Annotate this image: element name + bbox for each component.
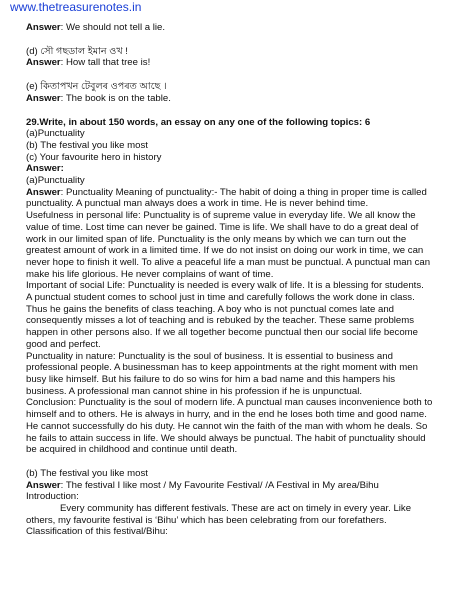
answer-topic: (b) The festival you like most: [26, 467, 148, 479]
document-content: [26, 22, 466, 538]
site-url-link[interactable]: www.thetreasurenotes.in: [10, 0, 142, 14]
question-d: (d) সৌ গছডাল ইমান ওখ !: [26, 45, 128, 57]
answer-label: Answer: [26, 22, 61, 33]
essay-line: himself and to others. He is always in hurry, and in the end he loses both time and good name.: [26, 409, 427, 421]
question-e: (e) কিতাপখন টেবুলৰ ওপৰত আছে ।: [26, 81, 167, 93]
essay-line: make his life glorious. He never complains of want of time.: [26, 268, 274, 280]
essay-line: greatest amount of work in a limited time. If we do not insist on doing our work in time, we can: [26, 245, 424, 257]
question-option: (c) Your favourite hero in history: [26, 151, 162, 163]
section-heading: Introduction:: [26, 491, 79, 503]
answer-text: : How tall that tree is!: [60, 57, 151, 69]
answer-label: Answer: [26, 92, 61, 104]
essay-line: good and perfect.: [26, 338, 101, 350]
question-option: (b) The festival you like most: [26, 139, 148, 151]
answer-line: Answer: The festival I like most / My Favourite Festival/ /A Festival in My area/Bihu: [26, 479, 379, 491]
essay-line: Thus he gains the benefits of class teaching. A boy who is not punctual comes late and: [26, 303, 394, 315]
answer-line: [26, 93, 466, 105]
essay-line: happen in other persons also. If we all together become punctual then our social life become: [26, 327, 418, 339]
essay-line: he fails to attain success in life. We should always be punctual. The habit of punctuality should: [26, 432, 426, 444]
essay-line: Important of social Life: Punctuality is needed is every walk of life. It is a blessing for students.: [26, 280, 424, 292]
answer-label: Answer: [26, 186, 61, 198]
essay-line: He cannot successfully do his duty. He cannot win the faith of the man with whom he deals. So: [26, 420, 428, 432]
essay-line: Every community has different festivals. These are act on timely in every year. Like: [60, 503, 412, 515]
essay-line: consequently misses a lot of teaching and is rebuked by the teacher. These same problems: [26, 315, 415, 327]
essay-line: A punctual student comes to school just in time and carefully follows the work done in class.: [26, 292, 415, 304]
essay-line: business. A professional man cannot shine in his profession if he is unpunctual.: [26, 385, 362, 397]
essay-line: work in our limited span of life. Punctuality is the only means by which we can turn out the: [26, 233, 407, 245]
question-option: (a)Punctuality: [26, 128, 85, 140]
question-29-title: 29.Write, in about 150 words, an essay on any one of the following topics: 6: [26, 116, 371, 128]
essay-line: others, my favourite festival is ‘Bihu’ which has been celebrating from our forefathers.: [26, 514, 387, 526]
essay-line: never hope to finish it well. To alive a peaceful life a man must be punctual. A punctual man can: [26, 256, 431, 268]
answer-heading: Answer:: [26, 163, 64, 175]
essay-line: busy like himself. But his failure to do so wins for him a bad name and this hampers his: [26, 373, 396, 385]
essay-line: Punctuality in nature: Punctuality is the soul of business. It is essential to business and: [26, 350, 393, 362]
answer-label: Answer: [26, 479, 61, 491]
answer-label: Answer: [26, 57, 61, 69]
answer-topic: (a)Punctuality: [26, 175, 85, 187]
section-heading: Classification of this festival/Bihu:: [26, 526, 168, 538]
essay-line: Answer: Punctuality Meaning of punctuality:- The habit of doing a thing in proper time is called: [26, 186, 427, 198]
answer-text: : We should not tell a lie.: [60, 22, 166, 33]
essay-line: punctuality. A punctual man always does a work in time. He is never behind time.: [26, 198, 369, 210]
answer-line: [26, 22, 466, 34]
essay-line: Conclusion: Punctuality is the soul of modern life. A punctual man causes inconvenience both to: [26, 397, 433, 409]
essay-line: value of time. Lost time can never be gained. Time is life. We shall have to do a great deal of: [26, 221, 419, 233]
essay-line: professional people. A businessman has to keep appointments at the right moment with men: [26, 362, 418, 374]
essay-line: be acquired in childhood and continue until death.: [26, 444, 238, 456]
answer-text: : The book is on the table.: [60, 92, 171, 104]
answer-line: [26, 57, 466, 69]
essay-line: Usefulness in personal life: Punctuality is of supreme value in everyday life. We all know the: [26, 210, 416, 222]
